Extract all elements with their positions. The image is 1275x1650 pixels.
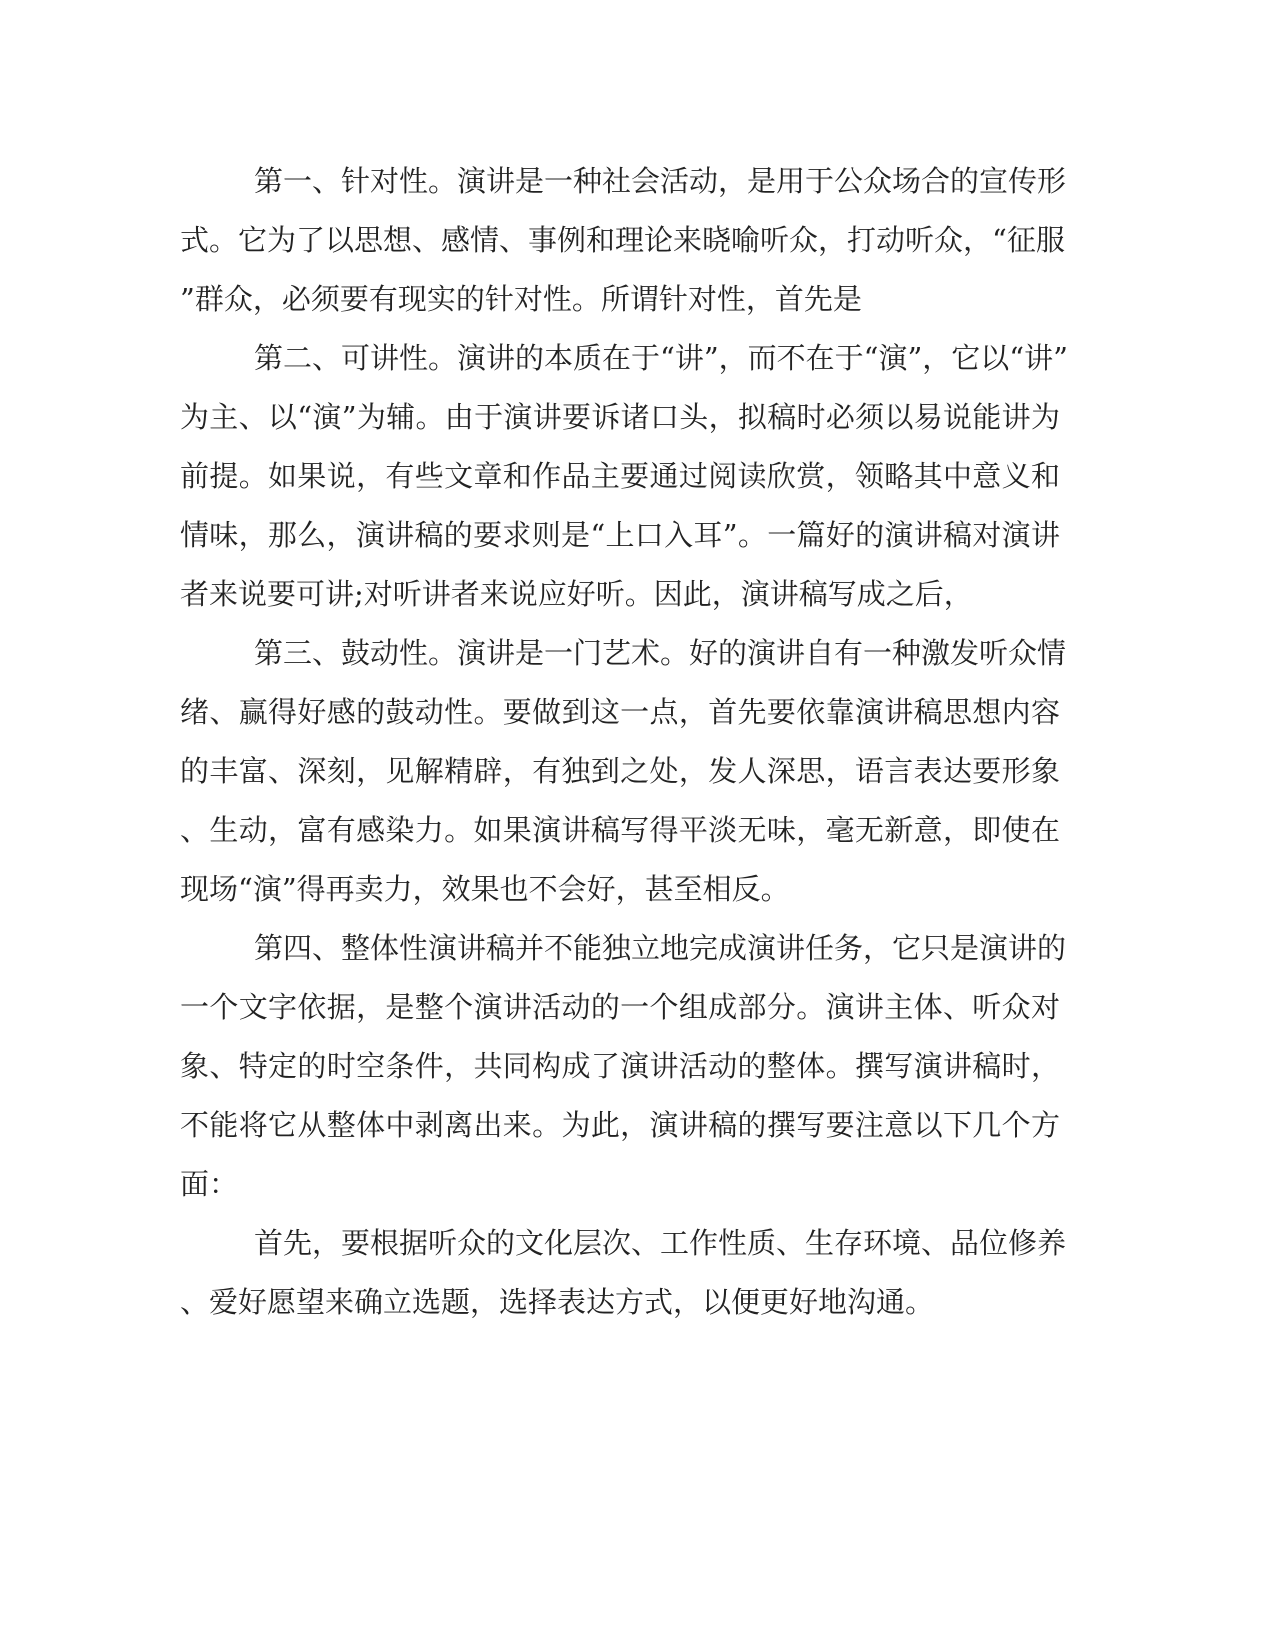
paragraph-2: [180, 329, 1068, 624]
paragraph-1-line-1: 第一、针对性。演讲是一种社会活动，是用于公众场合的宣传形: [254, 164, 1067, 198]
paragraph-3-line-5: 现场“演”得再卖力，效果也不会好，甚至相反。: [180, 872, 790, 906]
paragraph-2-line-5: 者来说要可讲;对听讲者来说应好听。因此，演讲稿写成之后，: [180, 577, 973, 611]
paragraph-1-line-3: ”群众，必须要有现实的针对性。所谓针对性，首先是: [180, 282, 862, 316]
paragraph-3-line-3: 的丰富、深刻，见解精辟，有独到之处，发人深思，语言表达要形象: [180, 754, 1060, 788]
document-body: [180, 152, 1068, 1332]
paragraph-5-line-2: 、爱好愿望来确立选题，选择表达方式，以便更好地沟通。: [180, 1285, 935, 1319]
paragraph-4-line-1: 第四、整体性演讲稿并不能独立地完成演讲任务，它只是演讲的: [254, 931, 1067, 965]
paragraph-3-line-2: 绪、赢得好感的鼓动性。要做到这一点，首先要依靠演讲稿思想内容: [180, 695, 1060, 729]
paragraph-3-line-1: 第三、鼓动性。演讲是一门艺术。好的演讲自有一种激发听众情: [254, 636, 1067, 670]
paragraph-4-line-3: 象、特定的时空条件，共同构成了演讲活动的整体。撰写演讲稿时，: [180, 1049, 1060, 1083]
paragraph-2-line-2: 为主、以“演”为辅。由于演讲要诉诸口头，拟稿时必须以易说能讲为: [180, 400, 1060, 434]
paragraph-4: [180, 919, 1067, 1214]
paragraph-5: [180, 1214, 1067, 1332]
paragraph-1-line-2: 式。它为了以思想、感情、事例和理论来晓喻听众，打动听众，“征服: [180, 223, 1065, 257]
paragraph-1: [180, 152, 1067, 329]
paragraph-4-line-5: 面：: [180, 1167, 239, 1201]
paragraph-2-line-1: 第二、可讲性。演讲的本质在于“讲”，而不在于“演”，它以“讲”: [254, 341, 1068, 375]
paragraph-4-line-4: 不能将它从整体中剥离出来。为此，演讲稿的撰写要注意以下几个方: [180, 1108, 1060, 1142]
paragraph-5-line-1: 首先，要根据听众的文化层次、工作性质、生存环境、品位修养: [254, 1226, 1067, 1260]
paragraph-3-line-4: 、生动，富有感染力。如果演讲稿写得平淡无味，毫无新意，即使在: [180, 813, 1060, 847]
paragraph-3: [180, 624, 1067, 919]
paragraph-2-line-3: 前提。如果说，有些文章和作品主要通过阅读欣赏，领略其中意义和: [180, 459, 1060, 493]
paragraph-2-line-4: 情味，那么，演讲稿的要求则是“上口入耳”。一篇好的演讲稿对演讲: [180, 518, 1060, 552]
paragraph-4-line-2: 一个文字依据，是整个演讲活动的一个组成部分。演讲主体、听众对: [180, 990, 1060, 1024]
